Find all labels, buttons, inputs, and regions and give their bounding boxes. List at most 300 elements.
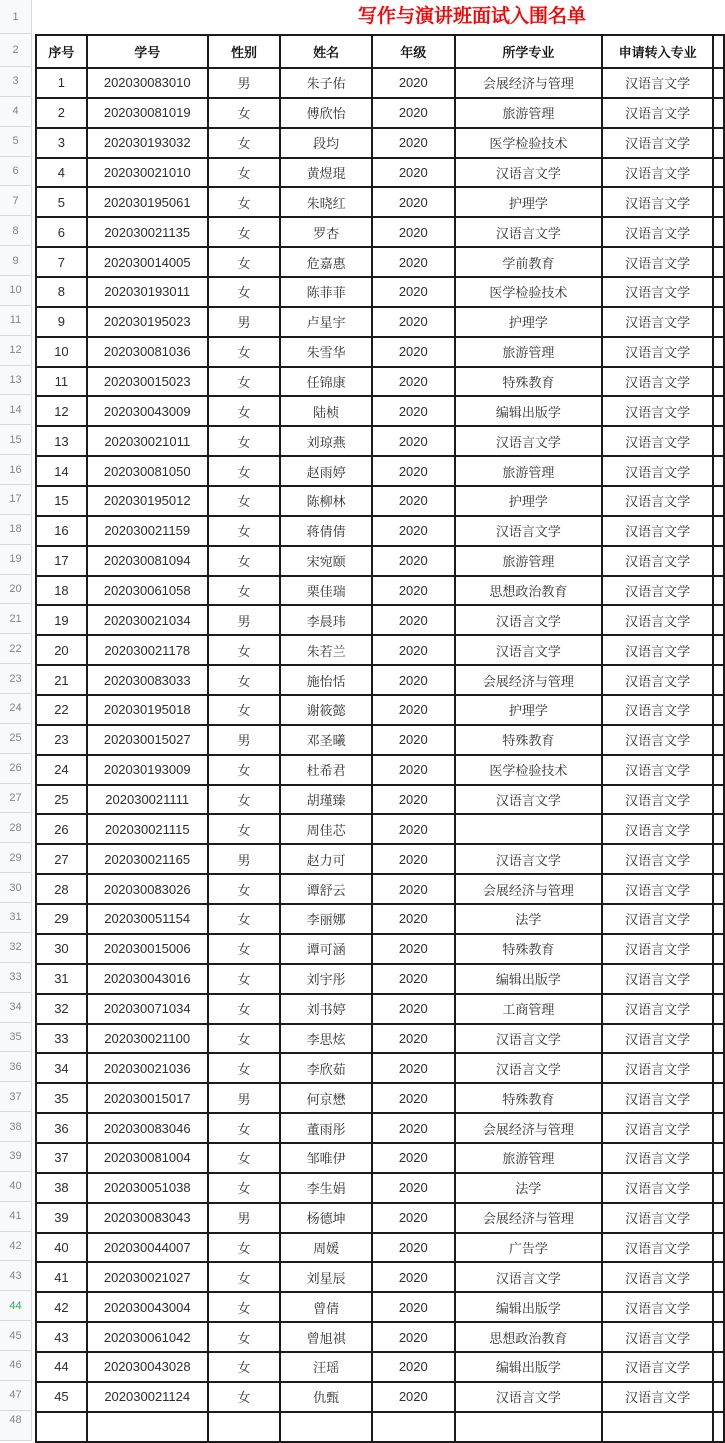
cell-student-id[interactable]: 202030021034: [87, 605, 208, 635]
row-header[interactable]: 6: [0, 157, 32, 187]
cell-target-major[interactable]: 汉语言文学: [602, 546, 713, 576]
cell-filler[interactable]: [713, 635, 724, 665]
cell-major[interactable]: 医学检验技术: [455, 755, 603, 785]
cell-empty[interactable]: [713, 1412, 724, 1442]
cell-name[interactable]: 危嘉惠: [280, 247, 372, 277]
cell-name[interactable]: 曾倩: [280, 1292, 372, 1322]
cell-target-major[interactable]: 汉语言文学: [602, 665, 713, 695]
cell-serial[interactable]: 31: [36, 964, 87, 994]
cell-name[interactable]: 刘书婷: [280, 994, 372, 1024]
cell-filler[interactable]: [713, 1024, 724, 1054]
cell-major[interactable]: 医学检验技术: [455, 128, 603, 158]
row-header[interactable]: 47: [0, 1381, 32, 1411]
cell-major[interactable]: 汉语言文学: [455, 158, 603, 188]
cell-student-id[interactable]: 202030043004: [87, 1292, 208, 1322]
cell-target-major[interactable]: 汉语言文学: [602, 1113, 713, 1143]
column-header[interactable]: 所学专业: [455, 35, 603, 68]
cell-serial[interactable]: 23: [36, 725, 87, 755]
cell-filler[interactable]: [713, 217, 724, 247]
cell-target-major[interactable]: 汉语言文学: [602, 635, 713, 665]
row-header[interactable]: 48: [0, 1411, 32, 1441]
cell-student-id[interactable]: 202030051038: [87, 1173, 208, 1203]
cell-gender[interactable]: 女: [208, 98, 281, 128]
cell-major[interactable]: 旅游管理: [455, 337, 603, 367]
cell-serial[interactable]: 42: [36, 1292, 87, 1322]
cell-filler[interactable]: [713, 1233, 724, 1263]
cell-filler[interactable]: [713, 546, 724, 576]
cell-name[interactable]: 傅欣怡: [280, 98, 372, 128]
cell-filler[interactable]: [713, 277, 724, 307]
cell-grade[interactable]: 2020: [372, 755, 455, 785]
cell-major[interactable]: 汉语言文学: [455, 1382, 603, 1412]
cell-name[interactable]: 汪瑶: [280, 1352, 372, 1382]
cell-grade[interactable]: 2020: [372, 1143, 455, 1173]
cell-filler[interactable]: [713, 367, 724, 397]
cell-target-major[interactable]: 汉语言文学: [602, 725, 713, 755]
cell-filler[interactable]: [713, 1322, 724, 1352]
cell-gender[interactable]: 女: [208, 934, 281, 964]
row-header[interactable]: 20: [0, 575, 32, 605]
row-header[interactable]: 28: [0, 813, 32, 843]
cell-target-major[interactable]: 汉语言文学: [602, 785, 713, 815]
cell-gender[interactable]: 女: [208, 277, 281, 307]
row-header[interactable]: 2: [0, 34, 32, 67]
cell-target-major[interactable]: 汉语言文学: [602, 187, 713, 217]
cell-grade[interactable]: 2020: [372, 1322, 455, 1352]
cell-name[interactable]: 谢筱懿: [280, 695, 372, 725]
cell-filler[interactable]: [713, 785, 724, 815]
cell-student-id[interactable]: 202030021178: [87, 635, 208, 665]
cell-name[interactable]: 刘宇彤: [280, 964, 372, 994]
cell-serial[interactable]: 3: [36, 128, 87, 158]
cell-grade[interactable]: 2020: [372, 1382, 455, 1412]
cell-major[interactable]: 护理学: [455, 187, 603, 217]
cell-target-major[interactable]: 汉语言文学: [602, 695, 713, 725]
cell-name[interactable]: 任锦康: [280, 367, 372, 397]
cell-grade[interactable]: 2020: [372, 486, 455, 516]
cell-major[interactable]: 汉语言文学: [455, 635, 603, 665]
cell-filler[interactable]: [713, 725, 724, 755]
column-header[interactable]: 姓名: [280, 35, 372, 68]
cell-serial[interactable]: 10: [36, 337, 87, 367]
cell-student-id[interactable]: 202030081036: [87, 337, 208, 367]
cell-filler[interactable]: [713, 247, 724, 277]
cell-target-major[interactable]: 汉语言文学: [602, 844, 713, 874]
cell-serial[interactable]: 16: [36, 516, 87, 546]
cell-grade[interactable]: 2020: [372, 964, 455, 994]
cell-student-id[interactable]: 202030043016: [87, 964, 208, 994]
row-header[interactable]: 9: [0, 246, 32, 276]
cell-filler[interactable]: [713, 128, 724, 158]
cell-target-major[interactable]: 汉语言文学: [602, 486, 713, 516]
cell-major[interactable]: 会展经济与管理: [455, 665, 603, 695]
cell-gender[interactable]: 女: [208, 367, 281, 397]
cell-empty[interactable]: [372, 1412, 455, 1442]
cell-gender[interactable]: 女: [208, 1233, 281, 1263]
cell-gender[interactable]: 女: [208, 1113, 281, 1143]
cell-student-id[interactable]: 202030193032: [87, 128, 208, 158]
cell-gender[interactable]: 女: [208, 635, 281, 665]
cell-target-major[interactable]: 汉语言文学: [602, 605, 713, 635]
row-header-active[interactable]: 44: [0, 1291, 32, 1321]
cell-major[interactable]: 护理学: [455, 695, 603, 725]
cell-gender[interactable]: 女: [208, 187, 281, 217]
cell-grade[interactable]: 2020: [372, 1292, 455, 1322]
row-header[interactable]: 41: [0, 1202, 32, 1232]
cell-filler[interactable]: [713, 1262, 724, 1292]
cell-student-id[interactable]: 202030193011: [87, 277, 208, 307]
cell-target-major[interactable]: 汉语言文学: [602, 367, 713, 397]
cell-target-major[interactable]: 汉语言文学: [602, 307, 713, 337]
cell-empty[interactable]: [208, 1412, 281, 1442]
cell-serial[interactable]: 9: [36, 307, 87, 337]
cell-target-major[interactable]: 汉语言文学: [602, 217, 713, 247]
row-header[interactable]: 3: [0, 67, 32, 97]
cell-student-id[interactable]: 202030071034: [87, 994, 208, 1024]
cell-grade[interactable]: 2020: [372, 1053, 455, 1083]
cell-student-id[interactable]: 202030043009: [87, 396, 208, 426]
cell-filler[interactable]: [713, 426, 724, 456]
cell-grade[interactable]: 2020: [372, 456, 455, 486]
cell-name[interactable]: 何京懋: [280, 1083, 372, 1113]
cell-gender[interactable]: 女: [208, 1024, 281, 1054]
cell-filler[interactable]: [713, 665, 724, 695]
cell-filler[interactable]: [713, 158, 724, 188]
row-header[interactable]: 35: [0, 1023, 32, 1053]
cell-serial[interactable]: 35: [36, 1083, 87, 1113]
cell-name[interactable]: 邹唯伊: [280, 1143, 372, 1173]
row-header[interactable]: 19: [0, 545, 32, 575]
cell-serial[interactable]: 13: [36, 426, 87, 456]
cell-grade[interactable]: 2020: [372, 277, 455, 307]
cell-major[interactable]: 汉语言文学: [455, 844, 603, 874]
cell-major[interactable]: 法学: [455, 904, 603, 934]
cell-filler[interactable]: [713, 1352, 724, 1382]
cell-target-major[interactable]: 汉语言文学: [602, 1382, 713, 1412]
cell-target-major[interactable]: 汉语言文学: [602, 576, 713, 606]
cell-grade[interactable]: 2020: [372, 337, 455, 367]
cell-gender[interactable]: 女: [208, 874, 281, 904]
cell-major[interactable]: [455, 814, 603, 844]
cell-name[interactable]: 周佳芯: [280, 814, 372, 844]
cell-major[interactable]: 特殊教育: [455, 725, 603, 755]
cell-grade[interactable]: 2020: [372, 605, 455, 635]
cell-grade[interactable]: 2020: [372, 874, 455, 904]
cell-serial[interactable]: 5: [36, 187, 87, 217]
cell-name[interactable]: 蒋倩倩: [280, 516, 372, 546]
cell-grade[interactable]: 2020: [372, 396, 455, 426]
cell-filler[interactable]: [713, 1203, 724, 1233]
cell-filler[interactable]: [713, 605, 724, 635]
cell-student-id[interactable]: 202030081019: [87, 98, 208, 128]
cell-serial[interactable]: 2: [36, 98, 87, 128]
cell-name[interactable]: 栗佳瑞: [280, 576, 372, 606]
cell-name[interactable]: 陈柳林: [280, 486, 372, 516]
cell-serial[interactable]: 11: [36, 367, 87, 397]
column-header[interactable]: 序号: [36, 35, 87, 68]
cell-gender[interactable]: 女: [208, 337, 281, 367]
cell-major[interactable]: 思想政治教育: [455, 576, 603, 606]
cell-target-major[interactable]: 汉语言文学: [602, 396, 713, 426]
cell-major[interactable]: 汉语言文学: [455, 1262, 603, 1292]
cell-target-major[interactable]: 汉语言文学: [602, 814, 713, 844]
cell-major[interactable]: 编辑出版学: [455, 1352, 603, 1382]
cell-gender[interactable]: 女: [208, 1173, 281, 1203]
cell-student-id[interactable]: 202030021100: [87, 1024, 208, 1054]
cell-target-major[interactable]: 汉语言文学: [602, 98, 713, 128]
cell-filler[interactable]: [713, 396, 724, 426]
cell-student-id[interactable]: 202030081094: [87, 546, 208, 576]
row-header[interactable]: 16: [0, 455, 32, 485]
cell-student-id[interactable]: 202030061058: [87, 576, 208, 606]
cell-gender[interactable]: 女: [208, 396, 281, 426]
cell-name[interactable]: 朱若兰: [280, 635, 372, 665]
cell-gender[interactable]: 男: [208, 844, 281, 874]
row-header[interactable]: 30: [0, 873, 32, 903]
row-header[interactable]: 12: [0, 336, 32, 366]
cell-name[interactable]: 刘琼燕: [280, 426, 372, 456]
cell-grade[interactable]: 2020: [372, 426, 455, 456]
cell-name[interactable]: 李生娟: [280, 1173, 372, 1203]
cell-name[interactable]: 卢星宇: [280, 307, 372, 337]
cell-gender[interactable]: 女: [208, 1292, 281, 1322]
cell-serial[interactable]: 15: [36, 486, 87, 516]
cell-filler[interactable]: [713, 1173, 724, 1203]
cell-major[interactable]: 特殊教育: [455, 367, 603, 397]
cell-name[interactable]: 罗杏: [280, 217, 372, 247]
cell-empty[interactable]: [280, 1412, 372, 1442]
cell-name[interactable]: 施怡恬: [280, 665, 372, 695]
cell-student-id[interactable]: 202030083043: [87, 1203, 208, 1233]
cell-serial[interactable]: 8: [36, 277, 87, 307]
row-header[interactable]: 25: [0, 724, 32, 754]
cell-major[interactable]: 旅游管理: [455, 546, 603, 576]
cell-grade[interactable]: 2020: [372, 1113, 455, 1143]
column-header[interactable]: 性别: [208, 35, 281, 68]
cell-empty[interactable]: [455, 1412, 603, 1442]
cell-grade[interactable]: 2020: [372, 1262, 455, 1292]
row-header[interactable]: 4: [0, 97, 32, 127]
cell-grade[interactable]: 2020: [372, 934, 455, 964]
cell-gender[interactable]: 女: [208, 576, 281, 606]
cell-grade[interactable]: 2020: [372, 1024, 455, 1054]
row-header[interactable]: 18: [0, 515, 32, 545]
cell-target-major[interactable]: 汉语言文学: [602, 904, 713, 934]
cell-filler[interactable]: [713, 1113, 724, 1143]
cell-grade[interactable]: 2020: [372, 367, 455, 397]
cell-serial[interactable]: 19: [36, 605, 87, 635]
cell-target-major[interactable]: 汉语言文学: [602, 516, 713, 546]
cell-empty[interactable]: [602, 1412, 713, 1442]
cell-filler[interactable]: [713, 187, 724, 217]
cell-target-major[interactable]: 汉语言文学: [602, 158, 713, 188]
cell-serial[interactable]: 39: [36, 1203, 87, 1233]
cell-serial[interactable]: 41: [36, 1262, 87, 1292]
cell-target-major[interactable]: 汉语言文学: [602, 1143, 713, 1173]
cell-major[interactable]: 护理学: [455, 486, 603, 516]
cell-student-id[interactable]: 202030021010: [87, 158, 208, 188]
cell-filler[interactable]: [713, 456, 724, 486]
cell-major[interactable]: 编辑出版学: [455, 396, 603, 426]
cell-serial[interactable]: 28: [36, 874, 87, 904]
cell-serial[interactable]: 29: [36, 904, 87, 934]
cell-grade[interactable]: 2020: [372, 635, 455, 665]
cell-name[interactable]: 陆桢: [280, 396, 372, 426]
cell-name[interactable]: 杜希君: [280, 755, 372, 785]
cell-grade[interactable]: 2020: [372, 1083, 455, 1113]
cell-gender[interactable]: 女: [208, 1143, 281, 1173]
cell-student-id[interactable]: 202030021159: [87, 516, 208, 546]
cell-name[interactable]: 赵力可: [280, 844, 372, 874]
cell-gender[interactable]: 女: [208, 217, 281, 247]
row-header[interactable]: 45: [0, 1321, 32, 1351]
cell-gender[interactable]: 女: [208, 785, 281, 815]
cell-serial[interactable]: 37: [36, 1143, 87, 1173]
cell-gender[interactable]: 女: [208, 516, 281, 546]
cell-filler[interactable]: [713, 755, 724, 785]
cell-gender[interactable]: 男: [208, 68, 281, 98]
cell-name[interactable]: 谭舒云: [280, 874, 372, 904]
cell-serial[interactable]: 22: [36, 695, 87, 725]
cell-name[interactable]: 朱晓红: [280, 187, 372, 217]
cell-major[interactable]: 会展经济与管理: [455, 68, 603, 98]
cell-major[interactable]: 法学: [455, 1173, 603, 1203]
cell-serial[interactable]: 30: [36, 934, 87, 964]
cell-gender[interactable]: 男: [208, 1203, 281, 1233]
cell-gender[interactable]: 女: [208, 128, 281, 158]
cell-student-id[interactable]: 202030021135: [87, 217, 208, 247]
cell-gender[interactable]: 男: [208, 605, 281, 635]
cell-name[interactable]: 朱子佑: [280, 68, 372, 98]
cell-student-id[interactable]: 202030081004: [87, 1143, 208, 1173]
cell-student-id[interactable]: 202030051154: [87, 904, 208, 934]
row-header[interactable]: 34: [0, 993, 32, 1023]
cell-major[interactable]: 工商管理: [455, 994, 603, 1024]
cell-major[interactable]: 旅游管理: [455, 1143, 603, 1173]
cell-filler[interactable]: [713, 1053, 724, 1083]
cell-student-id[interactable]: 202030021036: [87, 1053, 208, 1083]
cell-target-major[interactable]: 汉语言文学: [602, 1024, 713, 1054]
cell-grade[interactable]: 2020: [372, 904, 455, 934]
cell-grade[interactable]: 2020: [372, 725, 455, 755]
cell-grade[interactable]: 2020: [372, 307, 455, 337]
cell-filler[interactable]: [713, 994, 724, 1024]
cell-filler[interactable]: [713, 695, 724, 725]
cell-name[interactable]: 胡瑾臻: [280, 785, 372, 815]
cell-name[interactable]: 周媛: [280, 1233, 372, 1263]
cell-serial[interactable]: 25: [36, 785, 87, 815]
row-header[interactable]: 13: [0, 366, 32, 396]
cell-student-id[interactable]: 202030021027: [87, 1262, 208, 1292]
row-header[interactable]: 32: [0, 933, 32, 963]
cell-grade[interactable]: 2020: [372, 128, 455, 158]
column-header[interactable]: 年级: [372, 35, 455, 68]
cell-name[interactable]: 赵雨婷: [280, 456, 372, 486]
cell-grade[interactable]: 2020: [372, 695, 455, 725]
cell-major[interactable]: 会展经济与管理: [455, 874, 603, 904]
column-header-filler[interactable]: [713, 35, 724, 68]
cell-filler[interactable]: [713, 486, 724, 516]
cell-serial[interactable]: 38: [36, 1173, 87, 1203]
cell-filler[interactable]: [713, 68, 724, 98]
cell-target-major[interactable]: 汉语言文学: [602, 1262, 713, 1292]
cell-target-major[interactable]: 汉语言文学: [602, 994, 713, 1024]
cell-student-id[interactable]: 202030195012: [87, 486, 208, 516]
cell-gender[interactable]: 女: [208, 1352, 281, 1382]
cell-serial[interactable]: 26: [36, 814, 87, 844]
cell-gender[interactable]: 女: [208, 1382, 281, 1412]
cell-grade[interactable]: 2020: [372, 1173, 455, 1203]
cell-empty[interactable]: [87, 1412, 208, 1442]
cell-name[interactable]: 李欣茹: [280, 1053, 372, 1083]
cell-gender[interactable]: 男: [208, 1083, 281, 1113]
cell-grade[interactable]: 2020: [372, 665, 455, 695]
cell-student-id[interactable]: 202030021165: [87, 844, 208, 874]
cell-major[interactable]: 特殊教育: [455, 1083, 603, 1113]
cell-serial[interactable]: 24: [36, 755, 87, 785]
cell-student-id[interactable]: 202030083046: [87, 1113, 208, 1143]
cell-name[interactable]: 李晨玮: [280, 605, 372, 635]
cell-target-major[interactable]: 汉语言文学: [602, 1322, 713, 1352]
cell-target-major[interactable]: 汉语言文学: [602, 1173, 713, 1203]
cell-gender[interactable]: 女: [208, 426, 281, 456]
row-header[interactable]: 10: [0, 276, 32, 306]
cell-serial[interactable]: 32: [36, 994, 87, 1024]
cell-grade[interactable]: 2020: [372, 546, 455, 576]
cell-serial[interactable]: 27: [36, 844, 87, 874]
cell-serial[interactable]: 21: [36, 665, 87, 695]
cell-filler[interactable]: [713, 934, 724, 964]
row-header[interactable]: 37: [0, 1082, 32, 1112]
cell-target-major[interactable]: 汉语言文学: [602, 1083, 713, 1113]
cell-major[interactable]: 思想政治教育: [455, 1322, 603, 1352]
row-header[interactable]: 33: [0, 963, 32, 993]
cell-name[interactable]: 朱雪华: [280, 337, 372, 367]
cell-filler[interactable]: [713, 814, 724, 844]
cell-grade[interactable]: 2020: [372, 576, 455, 606]
row-header[interactable]: 7: [0, 186, 32, 216]
cell-target-major[interactable]: 汉语言文学: [602, 1292, 713, 1322]
cell-serial[interactable]: 34: [36, 1053, 87, 1083]
cell-serial[interactable]: 45: [36, 1382, 87, 1412]
cell-student-id[interactable]: 202030021115: [87, 814, 208, 844]
cell-major[interactable]: 汉语言文学: [455, 785, 603, 815]
cell-major[interactable]: 广告学: [455, 1233, 603, 1263]
cell-filler[interactable]: [713, 1382, 724, 1412]
cell-name[interactable]: 曾旭祺: [280, 1322, 372, 1352]
cell-target-major[interactable]: 汉语言文学: [602, 755, 713, 785]
cell-name[interactable]: 杨德坤: [280, 1203, 372, 1233]
row-header[interactable]: 21: [0, 604, 32, 634]
cell-grade[interactable]: 2020: [372, 247, 455, 277]
cell-student-id[interactable]: 202030195018: [87, 695, 208, 725]
row-header[interactable]: 1: [0, 0, 32, 34]
cell-target-major[interactable]: 汉语言文学: [602, 934, 713, 964]
cell-major[interactable]: 学前教育: [455, 247, 603, 277]
cell-student-id[interactable]: 202030083010: [87, 68, 208, 98]
cell-target-major[interactable]: 汉语言文学: [602, 1203, 713, 1233]
cell-filler[interactable]: [713, 1292, 724, 1322]
cell-student-id[interactable]: 202030044007: [87, 1233, 208, 1263]
cell-serial[interactable]: 40: [36, 1233, 87, 1263]
row-header[interactable]: 38: [0, 1112, 32, 1142]
cell-student-id[interactable]: 202030021124: [87, 1382, 208, 1412]
cell-major[interactable]: 汉语言文学: [455, 426, 603, 456]
row-header[interactable]: 31: [0, 903, 32, 933]
cell-target-major[interactable]: 汉语言文学: [602, 68, 713, 98]
cell-gender[interactable]: 女: [208, 994, 281, 1024]
cell-serial[interactable]: 36: [36, 1113, 87, 1143]
